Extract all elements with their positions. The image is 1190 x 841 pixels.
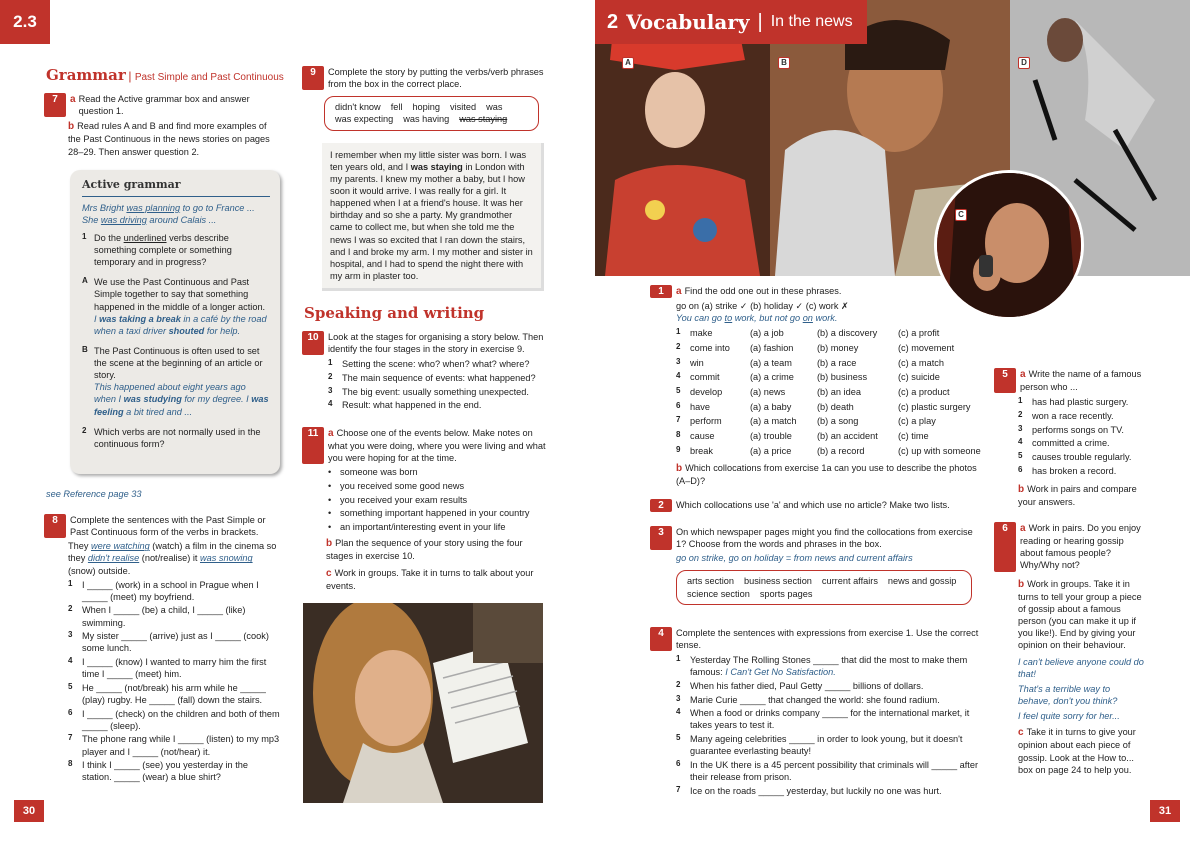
list-item: 1 Yesterday The Rolling Stones _____ that did the most to make them famous: I Can't Get No Satisfaction. bbox=[676, 654, 968, 678]
exercise-1: 1 a Find the odd one out in these phrases. go on (a) strike ✓ (b) holiday ✓ (c) work ✗ You can go to work, but not go on work. 1 make (a) a job (b) a discovery (c) a profit 2 come into (a) fashion (b) money (c) movement 3 win (a) a team (b) a race (c) a match 4 commit (a) a crime (b) business (c) suicide 5 develop (a) news (b) an idea (c) a product 6 have (a) a baby (b) death (c) plastic surgery 7 perform (a) a match (b) a song (c) a play 8 cause (a) trouble (b) an accident (c) time 9 break (a) a price (b) a record (c) up with someone b Which collocations from exercise 1a can you use to describe the photos (A–D)? bbox=[650, 285, 980, 487]
page-number-right: 31 bbox=[1150, 800, 1180, 822]
photo-label-c: C bbox=[955, 209, 967, 221]
list-item: 6 I _____ (check) on the children and both of them _____ (sleep). bbox=[68, 707, 280, 731]
speaking-writing-heading: Speaking and writing bbox=[304, 304, 485, 322]
list-item: 7 The phone rang while I _____ (listen) to my mp3 player and I _____ (not/hear) it. bbox=[68, 733, 280, 757]
list-item: 3 My sister _____ (arrive) just as I _____ (cook) some lunch. bbox=[68, 630, 269, 654]
list-item: • you received your exam results bbox=[326, 494, 547, 506]
list-item: 3 Marie Curie _____ that changed the world: she found radium. bbox=[676, 693, 940, 705]
list-item: 4 committed a crime. bbox=[1018, 437, 1110, 449]
collocation-table: 1 make (a) a job (b) a discovery (c) a profit 2 come into (a) fashion (b) money (c) movement 3 win (a) a team (b) a race (c) a match 4 commit (a) a crime (b) business (c) suicide 5 develop (a) news (b) an idea (c) a product 6 have (a) a baby (b) death (c) plastic surgery 7 perform (a) a match (b) a song (c) a play 8 cause (a) trouble (b) an accident (c) time 9 break (a) a price (b) a record (c) up with someone bbox=[676, 327, 981, 456]
list-item: 2 won a race recently. bbox=[1018, 409, 1114, 421]
list-item: 5 He _____ (not/break) his arm while he _____ (play) rugby. He _____ (fall) down the stairs. bbox=[68, 681, 266, 705]
active-grammar-box: Active grammar Mrs Bright was planning to go to France ... She was driving around Calais ... 1 Do the underlined verbs describe something complete or something temporary and in progress? A We use the Past Continuous and Past Simple together to say that something happened in the middle of a longer action. I was taking a break in a café by the road when a taxi driver shouted for help. B The Past Continuous is often used to set the scene at the beginning of an article or story. This happened about eight years ago when I was studying for my degree. I was feeling a bit tired and ... 2 Which verbs are not normally used in the continuous form? bbox=[70, 170, 280, 474]
exercise-3: 3 On which newspaper pages might you find the collocations from exercise 1? Choose from the words and phrases in the box. go on strike, go on holiday = from news and current affairs arts section business section current affairs news and gossip science section sports pages bbox=[650, 526, 980, 605]
exercise-5: 5 a Write the name of a famous person who ... 1 has had plastic surgery. 2 won a race recently. 3 performs songs on TV. 4 committed a crime. 5 causes trouble regularly. 6 has broken a record. b Work in pairs and compare your answers. bbox=[994, 368, 1144, 508]
page-number-left: 30 bbox=[14, 800, 44, 822]
list-item: 1 I _____ (work) in a school in Prague when I _____ (meet) my boyfriend. bbox=[68, 578, 259, 602]
list-item: 4 I _____ (know) I wanted to marry him the first time I _____ (meet) him. bbox=[68, 656, 267, 680]
list-item: • an important/interesting event in your life bbox=[326, 521, 547, 533]
list-item: 5 Many ageing celebrities _____ in order to look young, but it doesn't guarantee everlasting beauty! bbox=[676, 733, 963, 757]
photo-exam-results bbox=[303, 603, 543, 803]
unit-tab: 2.3 bbox=[0, 0, 50, 44]
list-item: 1 has had plastic surgery. bbox=[1018, 396, 1129, 408]
exercise-7: 7 a Read the Active grammar box and answer question 1. b Read rules A and B and find more examples of the Past Continuous in the news stories on pages 28–29. Then answer question 2. bbox=[44, 93, 280, 158]
newspaper-sections-box: arts section business section current affairs news and gossip science section sports pages bbox=[676, 570, 972, 604]
list-item: 1 Setting the scene: who? when? what? where? bbox=[328, 358, 530, 370]
list-item: • you received some good news bbox=[326, 480, 547, 492]
exercise-8: 8 Complete the sentences with the Past Simple or Past Continuous form of the verbs in brackets. They were watching (watch) a film in the cinema so they didn't realise (not/realise) it was snowing (snow) outside. 1 I _____ (work) in a school in Prague when I _____ (meet) my boyfriend. 2 When I _____ (be) a child, I _____ (like) swimming. 3 My sister _____ (arrive) just as I _____ (cook) some lunch. 4 I _____ (know) I wanted to marry him the first time I _____ (meet) him. 5 He _____ (not/break) his arm while he _____ (play) rugby. He _____ (fall) down the stairs. 6 I _____ (check) on the children and both of them _____ (sleep). 7 The phone rang while I _____ (listen) to my mp3 player and I _____ (not/hear) it. 8 I think I _____ (see) you yesterday in the station. _____ (wear) a blue shirt? bbox=[44, 514, 280, 785]
exercise-11: 11 a Choose one of the events below. Make notes on what you were doing, where you were living and what you were hoping for at the time. • someone was born • you received some good news • you received your exam results • something important happened in your country • an important/interesting event in your life b Plan the sequence of your story using the four stages in exercise 10. c Work in groups. Take it in turns to talk about your events. bbox=[302, 427, 547, 592]
list-item: 6 has broken a record. bbox=[1018, 464, 1117, 476]
grammar-heading: Grammar | Past Simple and Past Continuous bbox=[46, 66, 284, 84]
word-box: didn't know fell hoping visited was was expecting was having was staying bbox=[324, 96, 539, 130]
list-item: 3 The big event: usually something unexpected. bbox=[328, 385, 529, 397]
exercise-4: 4 Complete the sentences with expressions from exercise 1. Use the correct tense. 1 Yesterday The Rolling Stones _____ that did the most to make them famous: I Can't Get No Satisfaction. 2 When his father died, Paul Getty _____ billions of dollars. 3 Marie Curie _____ that changed the world: she found radium. 4 When a food or drinks company _____ for the international market, it takes years to test it. 5 Many ageing celebrities _____ in order to look young, but it doesn't guarantee everlasting beauty! 6 In the UK there is a 45 percent possibility that criminals will _____ after their release from prison. 7 Ice on the roads _____ yesterday, but luckily no one was hurt. bbox=[650, 627, 980, 798]
ex8-list bbox=[44, 579, 280, 784]
photo-label-d: D bbox=[1018, 57, 1030, 69]
story-text: I remember when my little sister was born. I was ten years old, and I was staying in London with my parents. I knew my mother a baby, but I how soon it would arrive. I was really for a girl. It happened when I at a friend's house. It was her birthday and so she a party. My grandmother came to collect me, but when she told me the news I was so excited that I ran down the stairs, and I and broke my arm. I my mother and sister in hospital, and I had to spend the night there with my arm in plaster too. bbox=[322, 143, 544, 292]
list-item: 4 When a food or drinks company _____ for the international market, it takes years to test it. bbox=[676, 707, 970, 731]
photo-label-a: A bbox=[622, 57, 634, 69]
list-item: 2 When his father died, Paul Getty _____ billions of dollars. bbox=[676, 680, 924, 692]
vocabulary-header: 2 Vocabulary | In the news bbox=[595, 0, 867, 44]
list-item: 3 performs songs on TV. bbox=[1018, 423, 1124, 435]
exercise-2: 2 Which collocations use 'a' and which use no article? Make two lists. bbox=[650, 499, 980, 512]
exercise-9: 9 Complete the story by putting the verbs/verb phrases from the box in the correct place. didn't know fell hoping visited was was expecting was having was staying I remember when my little sister was born. I was ten years old, and I was staying in London with my parents. I knew my mother a baby, but I how soon it would arrive. I was really for a girl. It happened when I at a friend's house. It was her birthday and so she a party. My grandmother came to collect me, but when she told me the news I was so excited that I ran down the stairs, and I and broke my arm. I my mother and sister in hospital, and I had to spend the night there with my arm in plaster too. bbox=[302, 66, 547, 291]
list-item: 8 I think I _____ (see) you yesterday in the station. _____ (wear) a blue shirt? bbox=[68, 759, 248, 783]
list-item: • something important happened in your country bbox=[326, 507, 547, 519]
reference-link[interactable]: see Reference page 33 bbox=[46, 489, 142, 499]
list-item: 5 causes trouble regularly. bbox=[1018, 450, 1132, 462]
list-item: 6 In the UK there is a 45 percent possibility that criminals will _____ after their release from prison. bbox=[676, 758, 979, 783]
list-item: 2 When I _____ (be) a child, I _____ (like) swimming. bbox=[68, 604, 246, 628]
exercise-6: 6 a Work in pairs. Do you enjoy reading or hearing gossip about famous people? Why/Why not? b Work in groups. Take it in turns to tell your group a piece of gossip about a famous person (you can make it up if you like!). End by giving your opinion on their behaviour. I can't believe anyone could do that! That's a terrible way to behave, don't you think? I feel quite sorry for her... c Take it in turns to give your opinion about each piece of gossip. Look at the How to... box on page 24 to help you. bbox=[994, 522, 1144, 776]
list-item: 7 Ice on the roads _____ yesterday, but luckily no one was hurt. bbox=[676, 784, 942, 796]
photo-label-b: B bbox=[778, 57, 790, 69]
list-item: 2 The main sequence of events: what happened? bbox=[328, 371, 536, 383]
list-item: 4 Result: what happened in the end. bbox=[328, 399, 482, 411]
exercise-10: 10 Look at the stages for organising a story below. Then identify the four stages in the story in exercise 9. 1 Setting the scene: who? when? what? where? 2 The main sequence of events: what happened? 3 The big event: usually something unexpected. 4 Result: what happened in the end. bbox=[302, 331, 547, 413]
list-item: • someone was born bbox=[326, 466, 547, 478]
